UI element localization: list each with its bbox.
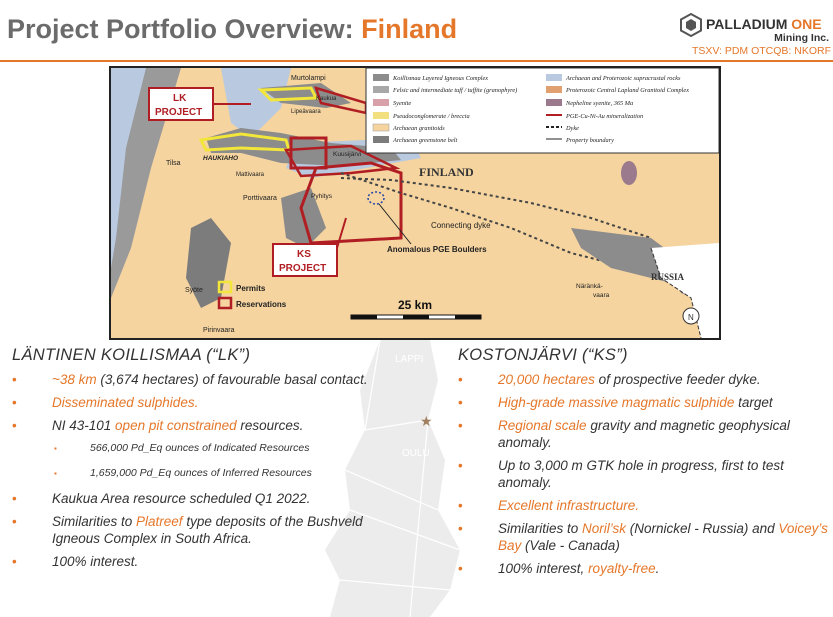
lk-b3-accent: open pit constrained	[115, 418, 237, 433]
svg-text:N: N	[688, 313, 694, 322]
legend-label-10: Dyke	[566, 125, 579, 132]
bullet-icon: •	[12, 514, 17, 529]
sub-bullet-icon: ▪	[54, 469, 57, 478]
geology-map	[109, 66, 721, 340]
nepheline-syenite	[621, 161, 637, 185]
ks-bullets	[458, 371, 833, 577]
place-kuusijarvi: Kuusijärvi	[333, 151, 362, 158]
lk-b6: 100% interest.	[52, 554, 139, 569]
lk-sub-bullet-1	[54, 440, 412, 457]
ks-bullet-1	[458, 371, 833, 388]
legend-label-5: Archaean greenstone belt	[393, 137, 458, 144]
lk-bullet-2	[12, 394, 412, 411]
russia-label: RUSSIA	[651, 272, 685, 282]
legend-swatch-1	[373, 86, 389, 93]
bullet-icon: •	[458, 498, 463, 513]
bullet-icon: •	[458, 372, 463, 387]
place-haukiaho: HAUKIAHO	[203, 155, 239, 162]
ks-b3-rest: gravity and magnetic geophysical anomaly.	[498, 418, 790, 450]
place-naranka-1: Näränkä-	[576, 283, 603, 290]
anomalous-label: Anomalous PGE Boulders	[387, 245, 487, 254]
legend-swatch-5	[373, 136, 389, 143]
sub-bullet-icon: ▪	[54, 444, 57, 453]
lk-b2: Disseminated sulphides.	[52, 395, 199, 410]
scale-label: 25 km	[398, 298, 433, 312]
bullet-icon: •	[458, 418, 463, 433]
ks-b1-rest: of prospective feeder dyke.	[594, 372, 761, 387]
geology-map-svg	[111, 68, 719, 338]
lk-b3-rest: resources.	[236, 418, 304, 433]
ks-heading: KOSTONJÄRVI (“KS”)	[458, 346, 628, 364]
ks-label-1: KS	[297, 249, 311, 260]
oulu-label: OULU	[402, 448, 430, 459]
ks-bullet-7	[458, 560, 833, 577]
bullet-icon: •	[12, 395, 17, 410]
ks-bullet-6	[458, 520, 833, 554]
lk-label-1: LK	[173, 93, 187, 104]
ks-b1-accent: 20,000 hectares	[498, 372, 595, 387]
ks-b6-accent2: Voicey’s Bay	[498, 521, 828, 553]
ks-b7-rest: .	[655, 561, 660, 576]
legend-label-0: Koillismaa Layered Igneous Complex	[393, 75, 489, 82]
ks-b2-accent: High-grade massive magmatic sulphide	[498, 395, 735, 410]
lk-heading: LÄNTINEN KOILLISMAA (“LK”)	[12, 346, 251, 364]
bullet-icon: •	[12, 418, 17, 433]
logo-name-b: ONE	[791, 16, 822, 32]
company-logo	[676, 10, 833, 58]
bullet-icon: •	[458, 521, 463, 536]
legend-label-9: PGE-Cu-Ni-Au mineralization	[566, 113, 644, 120]
ks-b3-accent: Regional scale	[498, 418, 587, 433]
ks-bullet-5	[458, 497, 833, 514]
place-pyhitys: Pyhitys	[311, 193, 332, 200]
bullet-icon: •	[458, 395, 463, 410]
ks-b7-a: 100% interest,	[498, 561, 589, 576]
ks-b6-mid: (Nornickel - Russia) and	[626, 521, 779, 536]
lk-b5-rest: type deposits of the Bushveld Igneous Complex in South Africa.	[52, 514, 363, 546]
place-murtolampi: Murtolampi	[291, 75, 326, 82]
ks-b7-accent: royalty-free	[588, 561, 656, 576]
legend-swatch-0	[373, 74, 389, 81]
legend-swatch-7	[546, 86, 562, 93]
place-mattisvaara: Mattivaara	[236, 172, 265, 178]
legend-swatch-2	[373, 99, 389, 106]
legend-swatch-8	[546, 99, 562, 106]
logo-sub: Mining Inc.	[774, 32, 829, 44]
legend-label-4: Archaean granitoids	[393, 125, 445, 132]
place-syote: Syöte	[185, 287, 203, 294]
bullet-icon: •	[12, 491, 17, 506]
place-porttivaara: Porttivaara	[243, 195, 277, 202]
lk-b1-rest: (3,674 hectares) of favourable basal contact.	[96, 372, 368, 387]
lk-b4: Kaukua Area resource scheduled Q1 2022.	[52, 491, 311, 506]
legend-label-7: Proterozoic Central Lapland Granitoid Complex	[566, 87, 690, 94]
place-lipeavaara: Lipeävaara	[291, 109, 321, 115]
logo-tickers: TSXV: PDM OTCQB: NKORF	[691, 45, 831, 57]
legend-label-3: Pseudoconglomerate / breccia	[393, 113, 470, 120]
lk-b5-a: Similarities to	[52, 514, 137, 529]
bullet-icon: •	[12, 372, 17, 387]
star-icon: ★	[420, 413, 433, 429]
ks-bullet-4	[458, 457, 833, 491]
place-kaukua: Kaukua	[316, 96, 337, 102]
lk-b1-accent: ~38 km	[52, 372, 97, 387]
palladium-logo-icon	[679, 13, 703, 37]
bullet-icon: •	[458, 561, 463, 576]
title-prefix: Project Portfolio Overview:	[7, 14, 362, 44]
place-pirinvaara: Pirinvaara	[203, 327, 235, 334]
ks-b5: Excellent infrastructure.	[498, 498, 640, 513]
legend-label-2: Syenite	[393, 100, 412, 107]
ks-label-2: PROJECT	[279, 263, 327, 274]
legend-label-11: Property boundary	[566, 137, 614, 144]
lk-s2: 1,659,000 Pd_Eq ounces of Inferred Resources	[90, 467, 312, 479]
lk-bullets	[12, 371, 412, 570]
connecting-dyke-label: Connecting dyke	[431, 221, 491, 230]
lk-bullet-4	[12, 490, 412, 507]
title-rule	[0, 60, 833, 62]
legend-swatch-4	[373, 124, 389, 131]
legend-swatch-3	[373, 112, 389, 119]
ks-b2-rest: target	[734, 395, 773, 410]
lappi-label: LAPPI	[395, 354, 424, 365]
ks-b6-rest: (Vale - Canada)	[521, 538, 620, 553]
permits-label: Permits	[236, 284, 266, 293]
ks-b6-a: Similarities to	[498, 521, 583, 536]
logo-name	[706, 16, 822, 32]
legend-label-6: Archaean and Proterozoic supracrustal rocks	[566, 75, 681, 82]
legend-label-8: Nepheline syenite, 365 Ma	[566, 100, 634, 107]
page-title	[7, 14, 457, 45]
legend-swatch-6	[546, 74, 562, 81]
ks-b6-accent1: Noril’sk	[582, 521, 627, 536]
lk-bullet-6	[12, 553, 412, 570]
lk-b3-a: NI 43-101	[52, 418, 116, 433]
logo-name-a: PALLADIUM	[706, 16, 792, 32]
ks-bullet-2	[458, 394, 833, 411]
reservations-label: Reservations	[236, 300, 287, 309]
lk-bullet-1	[12, 371, 412, 388]
lk-label-2: PROJECT	[155, 107, 203, 118]
lk-s1: 566,000 Pd_Eq ounces of Indicated Resources	[90, 442, 310, 454]
lk-bullet-3	[12, 417, 412, 434]
ks-b4: Up to 3,000 m GTK hole in progress, first to test anomaly.	[498, 458, 784, 490]
ks-section	[458, 346, 833, 583]
lk-sub-bullet-2	[54, 465, 412, 482]
place-tilsa: Tilsa	[166, 160, 181, 167]
ks-bullet-3	[458, 417, 833, 451]
bullet-icon: •	[12, 554, 17, 569]
legend-label-1: Felsic and intermediate tuff / tuffite (granophyre)	[393, 87, 518, 94]
lk-section	[12, 346, 412, 576]
title-accent: Finland	[361, 14, 458, 44]
lk-b5-accent: Platreef	[136, 514, 183, 529]
bullet-icon: •	[458, 458, 463, 473]
lk-bullet-5	[12, 513, 412, 547]
place-naranka-2: vaara	[593, 292, 610, 299]
country-label: FINLAND	[419, 165, 474, 179]
